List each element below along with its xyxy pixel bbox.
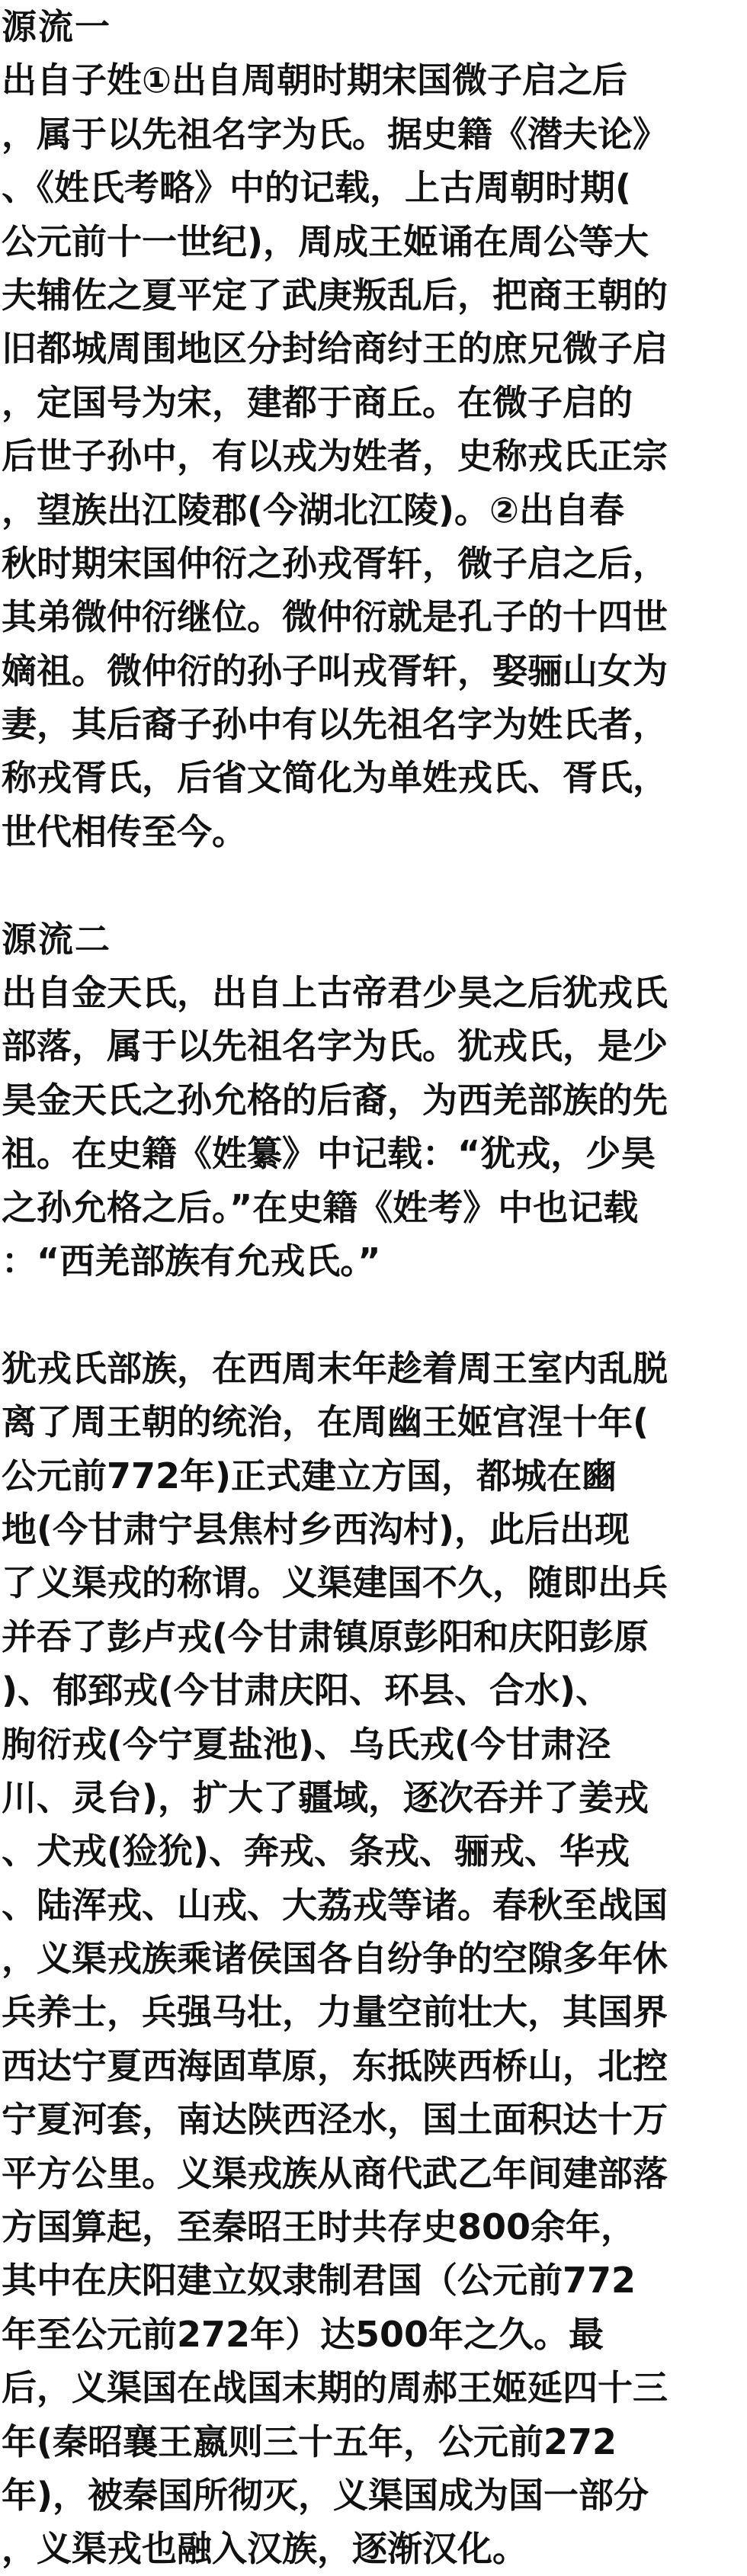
text-line: 公元前772年)正式建立方国，都城在豳: [2, 1455, 617, 1497]
text-line: 川、灵台)，扩大了疆域，逐次吞并了姜戎: [2, 1776, 649, 1818]
text-line: 祖。在史籍《姓纂》中记载：“犹戎，少昊: [2, 1133, 656, 1175]
source1-heading: 源流一: [2, 6, 111, 47]
text-line: 出自子姓①出自周朝时期宋国微子启之后: [2, 59, 627, 101]
text-line: 了义渠戎的称谓。义渠建国不久，随即出兵: [2, 1562, 668, 1604]
text-line: 秋时期宋国仲衍之孙戎胥轩，微子启之后，: [2, 542, 668, 584]
text-line: 、《姓氏考略》中的记载，上古周朝时期(: [2, 167, 632, 209]
text-line: ，属于以先祖名字为氏。据史籍《潜夫论》: [2, 113, 668, 155]
text-line: ，义渠戎族乘诸侯国各自纷争的空隙多年休: [2, 1938, 668, 1980]
text-line: 、犬戎(猃狁)、奔戎、条戎、骊戎、华戎: [2, 1830, 630, 1872]
text-line: 并吞了彭卢戎(今甘肃镇原彭阳和庆阳彭原: [2, 1615, 649, 1657]
source1-body: [2, 53, 745, 858]
text-line: 旧都城周围地区分封给商纣王的庶兄微子启: [2, 328, 668, 370]
text-line: 出自金天氏，出自上古帝君少昊之后犹戎氏: [2, 972, 668, 1014]
text-line: ，望族出江陵郡(今湖北江陵)。②出自春: [2, 489, 624, 531]
text-line: 世代相传至今。: [2, 810, 247, 852]
text-line: ：“西羌部族有允戎氏。”: [2, 1240, 381, 1282]
text-line: 平方公里。义渠戎族从商代武乙年间建部落: [2, 2152, 668, 2194]
text-line: 公元前十一世纪)，周成王姬诵在周公等大: [2, 220, 649, 262]
source2-heading: 源流二: [2, 918, 111, 960]
paragraph-spacer: [2, 858, 745, 912]
text-line: 后，义渠国在战国末期的周郝王姬延四十三: [2, 2367, 668, 2409]
text-line: 年(秦昭襄王嬴则三十五年，公元前272: [2, 2420, 617, 2462]
text-line: 年)，被秦国所彻灭，义渠国成为国一部分: [2, 2474, 649, 2516]
source2-body: [2, 966, 745, 1288]
yiqu-paragraph: [2, 1342, 745, 2576]
text-line: 后世子孙中，有以戎为姓者，史称戎氏正宗: [2, 435, 668, 477]
text-line: 妻，其后裔子孙中有以先祖名字为姓氏者，: [2, 704, 668, 746]
text-line: 犹戎氏部族，在西周末年趁着周王室内乱脱: [2, 1347, 668, 1389]
text-line: 宁夏河套，南达陕西泾水，国土面积达十万: [2, 2099, 668, 2141]
text-line: ，定国号为宋，建都于商丘。在微子启的: [2, 381, 633, 423]
text-line: )、郁郅戎(今甘肃庆阳、环县、合水)、: [2, 1670, 611, 1711]
text-line: 、陆浑戎、山戎、大荔戎等诸。春秋至战国: [2, 1884, 668, 1926]
text-line: 年至公元前272年）达500年之久。最: [2, 2313, 604, 2355]
text-line: 其弟微仲衍继位。微仲衍就是孔子的十四世: [2, 596, 668, 638]
text-line: 朐衍戎(今宁夏盐池)、乌氏戎(今甘肃泾: [2, 1723, 611, 1765]
text-line: 昊金天氏之孙允格的后裔，为西羌部族的先: [2, 1079, 668, 1121]
text-line: 称戎胥氏，后省文简化为单姓戎氏、胥氏，: [2, 757, 668, 799]
text-line: 地(今甘肃宁县焦村乡西沟村)，此后出现: [2, 1508, 630, 1550]
text-line: 离了周王朝的统治，在周幽王姬宫涅十年(: [2, 1401, 649, 1443]
text-line: ，义渠戎也融入汉族，逐渐汉化。: [2, 2528, 527, 2570]
text-line: 夫辅佐之夏平定了武庚叛乱后，把商王朝的: [2, 274, 668, 316]
text-line: 方国算起，至秦昭王时共存史800余年，: [2, 2206, 636, 2248]
text-line: 兵养士，兵强马壮，力量空前壮大，其国界: [2, 1991, 668, 2033]
text-line: 部落，属于以先祖名字为氏。犹戎氏，是少: [2, 1025, 668, 1067]
paragraph-spacer: [2, 1288, 745, 1341]
text-line: 其中在庆阳建立奴隶制君国（公元前772: [2, 2260, 636, 2302]
text-line: 之孙允格之后。”在史籍《姓考》中也记载: [2, 1186, 639, 1228]
text-line: 西达宁夏西海固草原，东抵陕西桥山，北控: [2, 2045, 668, 2087]
text-line: 嫡祖。微仲衍的孙子叫戎胥轩，娶骊山女为: [2, 650, 668, 691]
